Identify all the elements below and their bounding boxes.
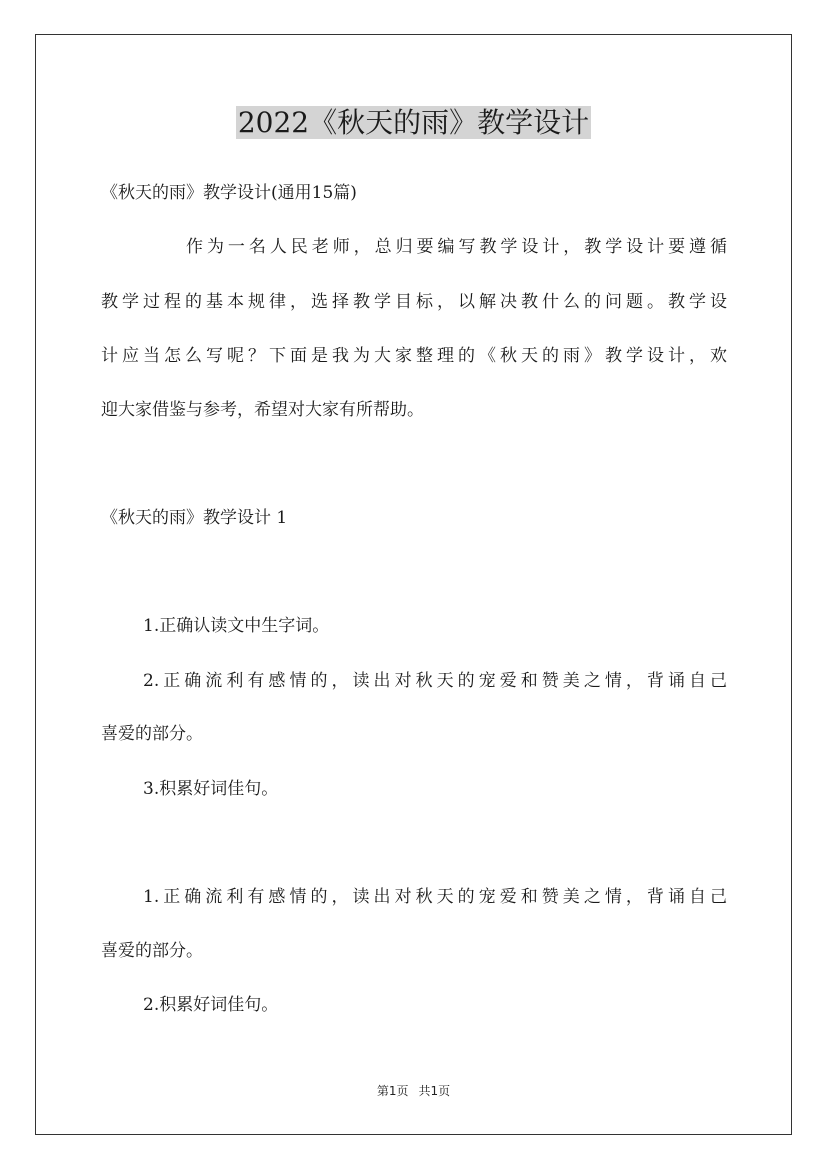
- goal-b-1: 1.正确流利有感情的，读出对秋天的宠爱和赞美之情，背诵自己: [143, 887, 727, 907]
- intro-line-3: 计应当怎么写呢？下面是我为大家整理的《秋天的雨》教学设计，欢: [101, 346, 727, 366]
- document-title: [0, 104, 827, 142]
- document-title-text: 2022《秋天的雨》教学设计: [237, 106, 590, 139]
- document-subtitle: 《秋天的雨》教学设计(通用15篇): [101, 183, 357, 203]
- goal-a-3: 3.积累好词佳句。: [143, 779, 279, 799]
- intro-line-4: 迎大家借鉴与参考，希望对大家有所帮助。: [101, 400, 424, 420]
- goal-b-2: 2.积累好词佳句。: [143, 995, 279, 1015]
- goal-a-2-cont: 喜爱的部分。: [101, 724, 203, 744]
- goal-b-1-cont: 喜爱的部分。: [101, 941, 203, 961]
- page-number: 第1页: [376, 1084, 409, 1098]
- goal-a-1: 1.正确认读文中生字词。: [143, 616, 330, 636]
- page-total: 共1页: [418, 1084, 451, 1098]
- page-footer: [0, 1083, 827, 1099]
- intro-line-2: 教学过程的基本规律，选择教学目标，以解决教什么的问题。教学设: [101, 292, 727, 312]
- goal-a-2: 2.正确流利有感情的，读出对秋天的宠爱和赞美之情，背诵自己: [143, 671, 727, 691]
- intro-line-1: 作为一名人民老师，总归要编写教学设计，教学设计要遵循: [186, 237, 727, 257]
- section-heading: 《秋天的雨》教学设计 1: [101, 508, 288, 528]
